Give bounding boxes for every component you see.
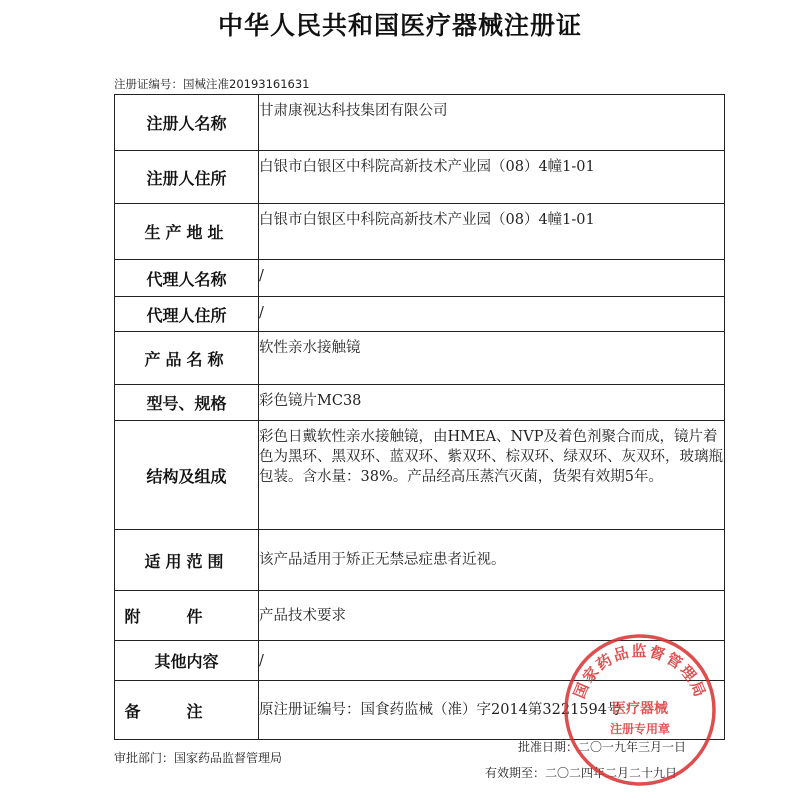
- label-production-address: 生产地址: [115, 204, 259, 260]
- label-agent-address: 代理人住所: [115, 297, 259, 332]
- value-production-address: 白银市白银区中科院高新技术产业园（08）4幢1-01: [259, 204, 725, 260]
- registration-number-label: 注册证编号：: [114, 77, 183, 91]
- label-other: 其他内容: [115, 641, 259, 681]
- row-model-spec: [115, 385, 725, 421]
- value-product-name: 软性亲水接触镜: [259, 332, 725, 385]
- value-remarks: 原注册证编号：国食药监械（准）字2014第3221594号: [259, 681, 725, 740]
- row-attachment: [115, 591, 725, 641]
- row-remarks: [115, 681, 725, 740]
- approval-date: 批准日期：二〇一九年三月一日: [518, 740, 687, 754]
- registration-number: [114, 76, 309, 92]
- value-structure: 彩色日戴软性亲水接触镜，由HMEA、NVP及着色剂聚合而成，镜片着色为黑环、黑双环、蓝双环、紫双环、棕双环、绿双环、灰双环，玻璃瓶包装。含水量：38%。产品经高压蒸汽灭菌，货架有效期5年。: [259, 421, 725, 530]
- document-title: 中华人民共和国医疗器械注册证: [217, 11, 582, 40]
- value-model-spec: 彩色镜片MC38: [259, 385, 725, 421]
- label-agent-name: 代理人名称: [115, 260, 259, 297]
- valid-until: 有效期至：二〇二四年二月二十九日: [485, 766, 678, 780]
- label-scope: 适用范围: [115, 530, 259, 591]
- seal-bottom-text: 注册专用章: [609, 722, 671, 736]
- seal-ring-text: 国家药品监督管理局: [570, 642, 710, 702]
- row-registrant-name: [115, 95, 725, 151]
- value-registrant-address: 白银市白银区中科院高新技术产业园（08）4幢1-01: [259, 151, 725, 204]
- value-scope: 该产品适用于矫正无禁忌症患者近视。: [259, 530, 725, 591]
- row-agent-address: [115, 297, 725, 332]
- value-agent-address: /: [259, 297, 725, 332]
- registration-number-value: 国械注准20193161631: [183, 77, 310, 91]
- row-registrant-address: [115, 151, 725, 204]
- label-attachment: 附件: [115, 591, 259, 641]
- value-attachment: 产品技术要求: [259, 591, 725, 641]
- row-product-name: [115, 332, 725, 385]
- value-registrant-name: 甘肃康视达科技集团有限公司: [259, 95, 725, 151]
- label-structure: 结构及组成: [115, 421, 259, 530]
- label-model-spec: 型号、规格: [115, 385, 259, 421]
- row-other: [115, 641, 725, 681]
- label-remarks: 备注: [115, 681, 259, 740]
- row-structure: [115, 421, 725, 530]
- label-registrant-name: 注册人名称: [115, 95, 259, 151]
- row-production-address: [115, 204, 725, 260]
- certificate-table: [114, 94, 725, 740]
- label-product-name: 产品名称: [115, 332, 259, 385]
- value-other: /: [259, 641, 725, 681]
- approval-department: 审批部门：国家药品监督管理局: [114, 751, 283, 765]
- label-registrant-address: 注册人住所: [115, 151, 259, 204]
- seal-center-text: 医疗器械: [612, 701, 668, 717]
- row-agent-name: [115, 260, 725, 297]
- row-scope: [115, 530, 725, 591]
- value-agent-name: /: [259, 260, 725, 297]
